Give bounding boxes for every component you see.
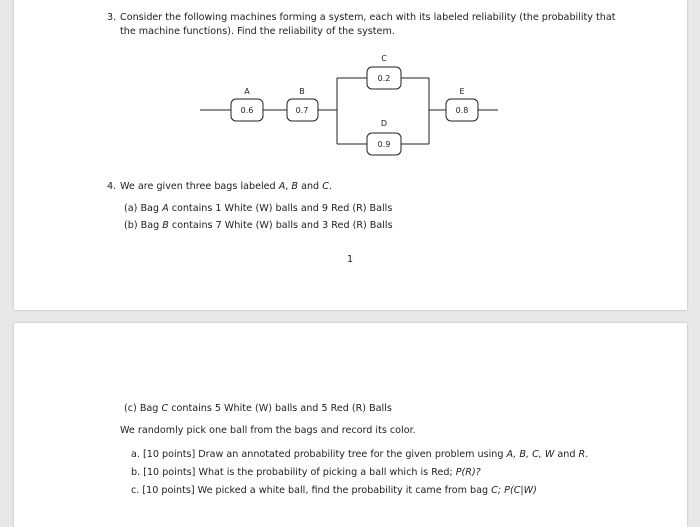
question-3-number: 3. <box>107 12 117 23</box>
machine-a-reliability: 0.6 <box>240 106 254 115</box>
question-3-text-line2: the machine functions). Find the reliability of the system. <box>120 26 395 37</box>
bag-a-item: (a) Bag A contains 1 White (W) balls and 9 Red (R) Balls <box>124 203 393 214</box>
machine-c-label: C <box>381 54 387 63</box>
subquestion-b: b. [10 points] What is the probability of picking a ball which is Red; P(R)? <box>131 467 481 478</box>
machine-e-label: E <box>459 87 465 96</box>
machine-d-reliability: 0.9 <box>377 140 391 149</box>
machine-e-reliability: 0.8 <box>455 106 469 115</box>
document-page-2 <box>14 323 687 527</box>
machine-d-label: D <box>380 119 388 128</box>
bag-c-item: (c) Bag C contains 5 White (W) balls and 5 Red (R) Balls <box>124 403 392 414</box>
subquestion-a: a. [10 points] Draw an annotated probability tree for the given problem using A, B, C, W and R. <box>131 449 589 460</box>
question-3-text-line1: Consider the following machines forming a system, each with its labeled reliability (the probability that <box>120 12 616 23</box>
pick-ball-text: We randomly pick one ball from the bags and record its color. <box>120 425 416 436</box>
bag-b-item: (b) Bag B contains 7 White (W) balls and 3 Red (R) Balls <box>124 220 393 231</box>
machine-c-reliability: 0.2 <box>377 74 391 83</box>
document-page-1 <box>14 0 687 310</box>
question-4-number: 4. <box>107 181 117 192</box>
page-number: 1 <box>347 254 354 265</box>
machine-a-label: A <box>244 87 250 96</box>
subquestion-c: c. [10 points] We picked a white ball, find the probability it came from bag C; P(C|W) <box>131 485 537 496</box>
question-4-intro: We are given three bags labeled A, B and C. <box>120 181 332 192</box>
machine-b-reliability: 0.7 <box>295 106 309 115</box>
machine-b-label: B <box>299 87 305 96</box>
